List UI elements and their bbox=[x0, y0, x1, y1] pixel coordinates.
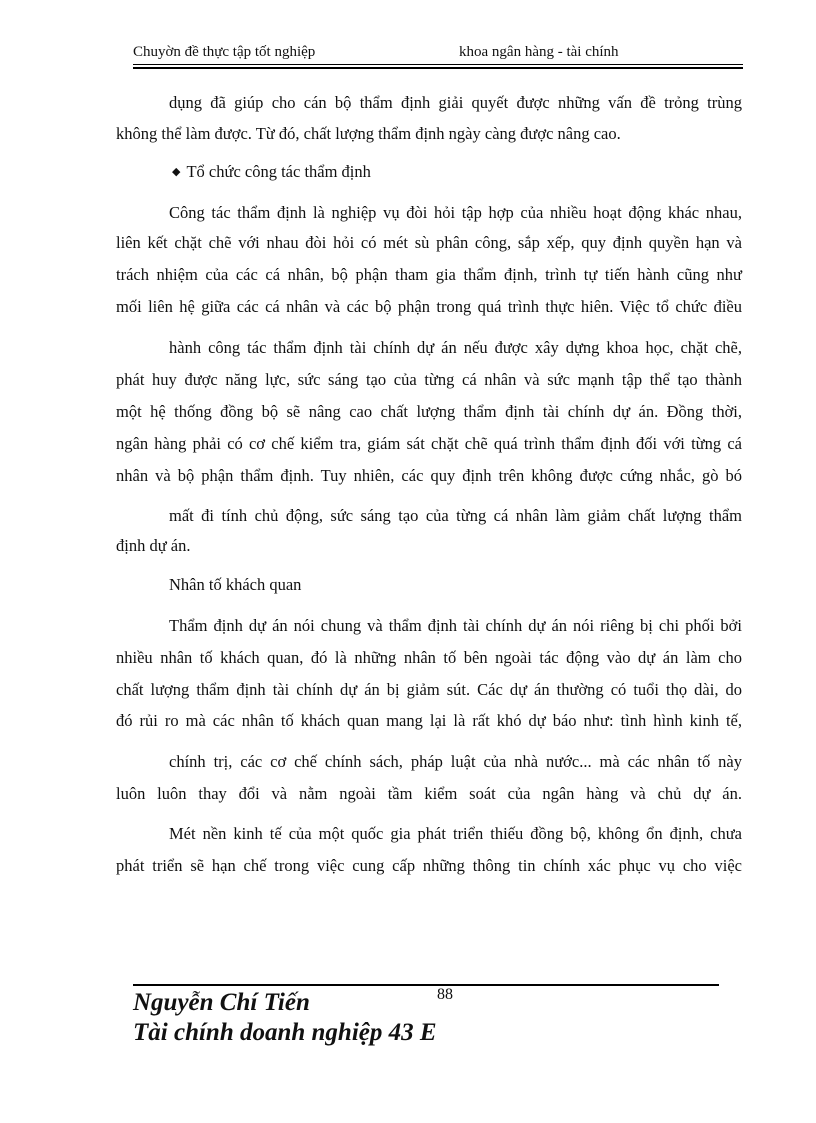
text-line: Thẩm định dự án nói chung và thẩm định tài chính dự án nói riêng bị chi phối bởi bbox=[169, 616, 742, 635]
text-line: định dự án. bbox=[116, 536, 191, 555]
text-line: đó rủi ro mà các nhân tố khách quan mang lại là rất khó dự báo như: tình hình kinh tế, bbox=[116, 711, 742, 730]
text-line: nhân và bộ phận thẩm định. Tuy nhiên, các quy định trên không được cứng nhắc, gò bó bbox=[116, 466, 742, 485]
header-divider bbox=[133, 64, 743, 69]
header-left-title: Chuyờn đề thực tập tốt nghiệp bbox=[133, 44, 316, 60]
text-line: mối liên hệ giữa các cá nhân và các bộ phận trong quá trình thực hiên. Việc tổ chức điều bbox=[116, 297, 742, 316]
text-line: nhiều nhân tố khách quan, đó là những nhân tố bên ngoài tác động vào dự án làm cho bbox=[116, 648, 742, 667]
text-line: không thể làm được. Từ đó, chất lượng thẩm định ngày càng được nâng cao. bbox=[116, 124, 621, 143]
text-line: mất đi tính chủ động, sức sáng tạo của từng cá nhân làm giảm chất lượng thẩm bbox=[169, 506, 742, 525]
text-line: hành công tác thẩm định tài chính dự án nếu được xây dựng khoa học, chặt chẽ, bbox=[169, 338, 742, 357]
bullet-heading bbox=[172, 162, 371, 182]
diamond-bullet-icon: ◆ bbox=[172, 166, 181, 178]
text-line: dụng đã giúp cho cán bộ thẩm định giải quyết được những vấn đề trỏng trùng bbox=[169, 93, 742, 112]
page-number: 88 bbox=[437, 986, 453, 1003]
text-line: trách nhiệm của các cá nhân, bộ phận tham gia thẩm định, trình tự tiến hành cũng như bbox=[116, 265, 742, 284]
page-header bbox=[133, 42, 743, 66]
footer-divider bbox=[133, 984, 719, 986]
text-line: phát huy được năng lực, sức sáng tạo của từng cá nhân và sức mạnh tập thể tạo thành bbox=[116, 370, 742, 389]
text-line: Công tác thẩm định là nghiệp vụ đòi hỏi tập hợp của nhiều hoạt động khác nhau, bbox=[169, 203, 742, 222]
header-right-title: khoa ngân hàng - tài chính bbox=[459, 44, 619, 60]
text-line: phát triển sẽ hạn chế trong việc cung cấp những thông tin chính xác phục vụ cho việc bbox=[116, 856, 742, 875]
text-line: liên kết chặt chẽ với nhau đòi hỏi có mét sù phân công, sắp xếp, quy định quyền hạn và bbox=[116, 233, 742, 252]
section-heading: Nhân tố khách quan bbox=[169, 575, 302, 594]
text-line: ngân hàng phải có cơ chế kiểm tra, giám sát chặt chẽ quá trình thẩm định đối với từng cá bbox=[116, 434, 742, 453]
text-line: chất lượng thẩm định tài chính dự án bị giảm sút. Các dự án thường có tuổi thọ dài, do bbox=[116, 680, 742, 699]
text-line: Mét nền kinh tế của một quốc gia phát triển thiếu đồng bộ, không ổn định, chưa bbox=[169, 824, 742, 843]
text-line: chính trị, các cơ chế chính sách, pháp luật của nhà nước... mà các nhân tố này bbox=[169, 752, 742, 771]
heading-text: Tổ chức công tác thẩm định bbox=[186, 162, 371, 181]
author-name: Nguyễn Chí Tiến bbox=[133, 989, 310, 1016]
author-class: Tài chính doanh nghiệp 43 E bbox=[133, 1019, 437, 1046]
text-line: luôn luôn thay đổi và nằm ngoài tầm kiểm soát của ngân hàng và chủ dự án. bbox=[116, 784, 742, 803]
text-line: một hệ thống đồng bộ sẽ nâng cao chất lượng thẩm định tài chính dự án. Đồng thời, bbox=[116, 402, 742, 421]
